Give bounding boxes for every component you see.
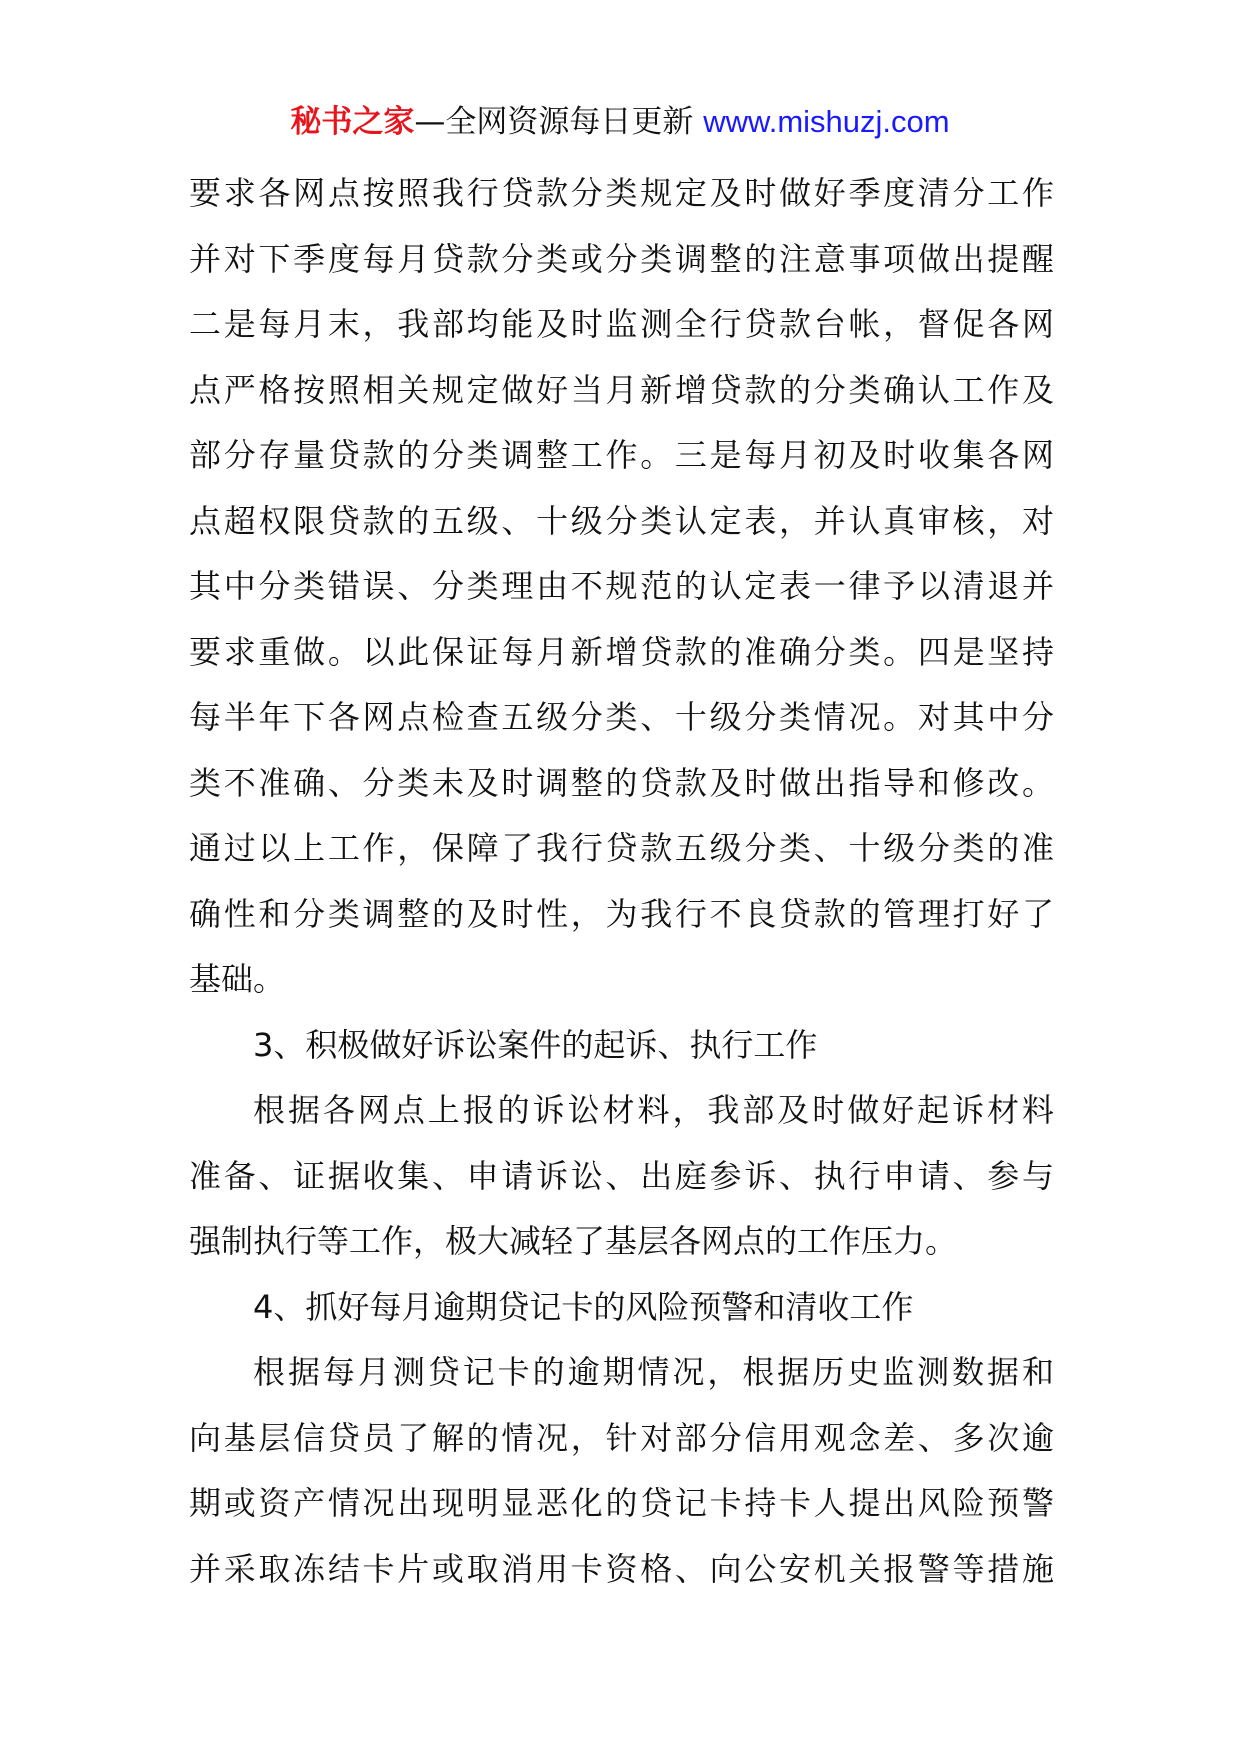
text-line: 要求各网点按照我行贷款分类规定及时做好季度清分工作 xyxy=(189,174,1054,212)
document-body xyxy=(189,161,1054,1602)
text-line: 要求重做。以此保证每月新增贷款的准确分类。四是坚持 xyxy=(189,632,1054,671)
section-heading-4: 4、抓好每月逾期贷记卡的风险预警和清收工作 xyxy=(253,1287,914,1326)
text-line: 准备、证据收集、申请诉讼、出庭参诉、执行申请、参与 xyxy=(189,1156,1054,1195)
text-line: 点严格按照相关规定做好当月新增贷款的分类确认工作及 xyxy=(189,370,1054,409)
text-line: 点超权限贷款的五级、十级分类认定表，并认真审核，对 xyxy=(189,501,1054,540)
text-line: 二是每月末，我部均能及时监测全行贷款台帐，督促各网 xyxy=(189,305,1054,343)
brand-name: 秘书之家 xyxy=(290,104,415,140)
text-line: 并对下季度每月贷款分类或分类调整的注意事项做出提醒 xyxy=(189,239,1054,278)
text-line: 根据每月测贷记卡的逾期情况，根据历史监测数据和 xyxy=(253,1353,1054,1391)
header-tagline: —全网资源每日更新 xyxy=(414,104,704,140)
text-line: 每半年下各网点检查五级分类、十级分类情况。对其中分 xyxy=(189,698,1054,736)
page-header xyxy=(0,100,1240,144)
text-line: 其中分类错误、分类理由不规范的认定表一律予以清退并 xyxy=(189,567,1054,605)
text-line: 部分存量贷款的分类调整工作。三是每月初及时收集各网 xyxy=(189,436,1054,474)
site-url-link[interactable]: www.mishuzj.com xyxy=(703,104,950,139)
text-line: 确性和分类调整的及时性，为我行不良贷款的管理打好了 xyxy=(189,894,1054,933)
text-line: 向基层信贷员了解的情况，针对部分信用观念差、多次逾 xyxy=(189,1418,1054,1457)
section-heading-3: 3、积极做好诉讼案件的起诉、执行工作 xyxy=(253,1025,818,1064)
text-line: 强制执行等工作，极大减轻了基层各网点的工作压力。 xyxy=(189,1222,958,1260)
text-line: 基础。 xyxy=(189,960,286,998)
text-line: 并采取冻结卡片或取消用卡资格、向公安机关报警等措施 xyxy=(189,1549,1054,1588)
text-line: 根据各网点上报的诉讼材料，我部及时做好起诉材料 xyxy=(253,1091,1054,1129)
text-line: 类不准确、分类未及时调整的贷款及时做出指导和修改。 xyxy=(189,763,1054,802)
text-line: 通过以上工作，保障了我行贷款五级分类、十级分类的准 xyxy=(189,829,1054,867)
text-line: 期或资产情况出现明显恶化的贷记卡持卡人提出风险预警 xyxy=(189,1484,1054,1522)
